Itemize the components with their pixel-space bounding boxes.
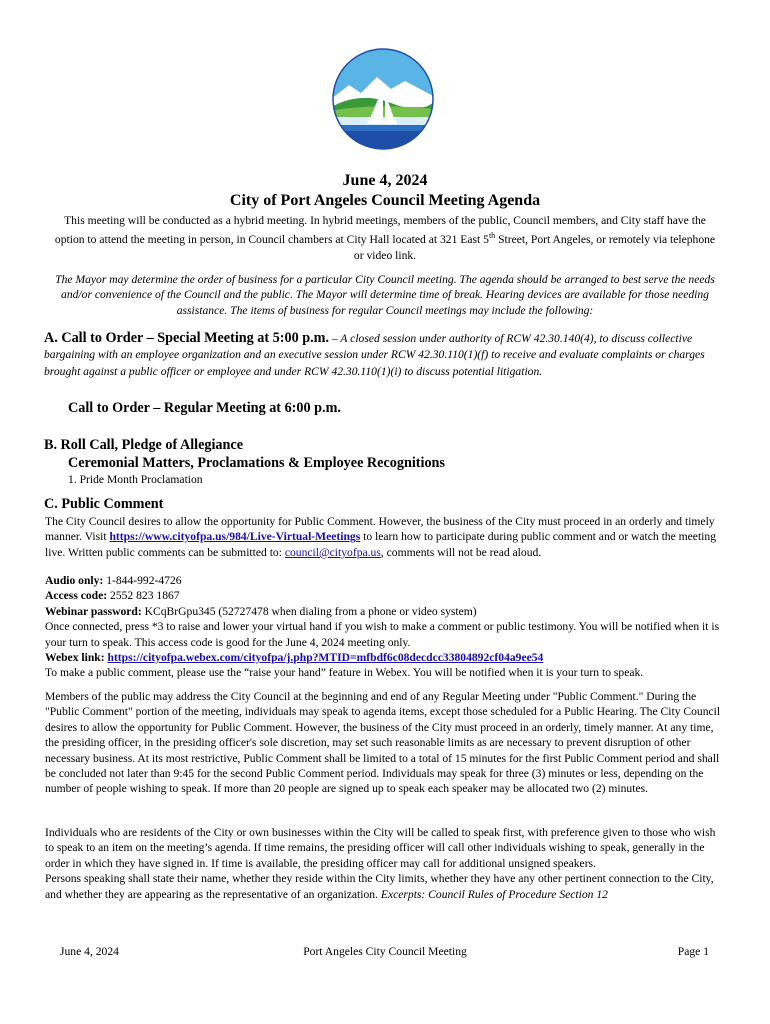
audio-label: Audio only: (45, 574, 104, 587)
section-b-heading: B. Roll Call, Pledge of Allegiance (44, 437, 243, 453)
speaker-order-rules: Individuals who are residents of the City or own businesses within the City will be called to speak first, with preference given to those who wish to speak to an item on the meeting’s agenda. If time remains, the presiding officer will call other individuals wishing to speak, generally in the order in which they have signed in. If time is available, the presiding officer may call for additional unsigned speakers. Persons speaking shall state their name, whether they reside within the City limits, whether they have any other pertinent connection to the City, and whether they are appearing as the representative of an organization. Excerpts: Council Rules of Procedure Section 12 (45, 826, 716, 901)
council-email-link[interactable]: council@cityofpa.us (284, 545, 381, 559)
meeting-date: June 4, 2024 (342, 172, 428, 189)
footer-title: Port Angeles City Council Meeting (303, 945, 467, 958)
footer-date: June 4, 2024 (60, 945, 119, 958)
section-a-text: – A closed session under authority of RCW 42.30.140(4), to discuss collective bargaining with an employee organization and an executive session under RCW 42.30.110(1)(f) to receive and evaluate complaints or charges brought against a public officer or employee and under RCW 42.30.110(1)(i) to discuss potential litigation. (44, 332, 705, 378)
public-comment-rules: Members of the public may address the City Council at the beginning and end of any Regular Meeting under "Public Comment." During the "Public Comment" portion of the meeting, individuals may speak to agenda items, except those scheduled for a Public Hearing. The City Council desires to allow the opportunity for Public Comment. However, the business of the City must proceed in an orderly, timely manner. At any time, the presiding officer, in the presiding officer's sole discretion, may set such reasonable limits as are necessary to prevent disruption of other necessary business. At its most restrictive, Public Comment shall be limited to a total of 15 minutes for the first Public Comment period and shall be concluded not later than 9:45 for the second Public Comment period. Individuals may speak for three (3) minutes or less, depending on the number of people wishing to speak. If more than 20 people are signed up to speak each speaker may be allocated two (2) minutes. (45, 690, 721, 796)
rules-excerpt: Excerpts: Council Rules of Procedure Section 12 (380, 887, 608, 901)
intro-paragraph: This meeting will be conducted as a hybrid meeting. In hybrid meetings, members of the public, Council members, and City staff have the option to attend the meeting in person, in Council chambers at City Hall located at 321 East 5th Street, Port Angeles, or remotely via telephone or video link. (54, 214, 716, 262)
section-c-heading: C. Public Comment (44, 496, 164, 512)
regular-meeting-heading: Call to Order – Regular Meeting at 6:00 p.m. (68, 400, 341, 416)
once-connected-text: Once connected, press *3 to raise and lower your virtual hand if you wish to make a comment or public testimony. You will be notified when it is your turn to speak. This access code is good for the June 4, 2024 meeting only. (45, 620, 720, 649)
live-virtual-meetings-link[interactable]: https://www.cityofpa.us/984/Live-Virtual-Meetings (109, 530, 361, 544)
webinar-label: Webinar password: (45, 604, 142, 618)
access-value: 2552 823 1867 (107, 589, 180, 603)
webex-label: Webex link: (45, 651, 105, 665)
footer-page-number: Page 1 (677, 945, 709, 958)
webex-link[interactable]: https://cityofpa.webex.com/cityofpa/j.php?MTID=mfbdf6c08decdcc33804892cf04a9ee54 (107, 651, 544, 665)
mayor-note: The Mayor may determine the order of business for a particular City Council meeting. The agenda should be arranged to best serve the needs and/or convenience of the Council and the public. The Mayor will determine time of break. Hearing devices are available for those needing assistance. The items of business for regular Council meetings may include the following: (55, 273, 715, 317)
audio-value: 1-844-992-4726 (103, 574, 182, 587)
access-label: Access code: (45, 589, 108, 603)
city-seal-logo-icon (331, 47, 435, 151)
dial-in-info (45, 573, 725, 681)
section-a (44, 330, 724, 380)
webinar-value: KCqBrGpu345 (52727478 when dialing from a phone or video system) (141, 604, 477, 618)
section-b-subheading: Ceremonial Matters, Proclamations & Employee Recognitions (68, 455, 445, 471)
raise-hand-text: To make a public comment, please use the “raise your hand” feature in Webex. You will be notified when it is your turn to speak. (45, 666, 644, 680)
list-item: 1. Pride Month Proclamation (68, 473, 203, 486)
public-comment-intro: The City Council desires to allow the opportunity for Public Comment. However, the business of the City must proceed in an orderly and timely manner. Visit https://www.cityofpa.us/984/Live-Virtual-Meetings to learn how to participate during public comment and or watch the meeting live. Written public comments can be submitted to: council@cityofpa.us, comments will not be read aloud. (45, 515, 716, 559)
section-a-heading: A. Call to Order – Special Meeting at 5:00 p.m. (44, 330, 330, 346)
section-b (44, 436, 724, 488)
page-title: City of Port Angeles Council Meeting Agenda (229, 192, 541, 209)
